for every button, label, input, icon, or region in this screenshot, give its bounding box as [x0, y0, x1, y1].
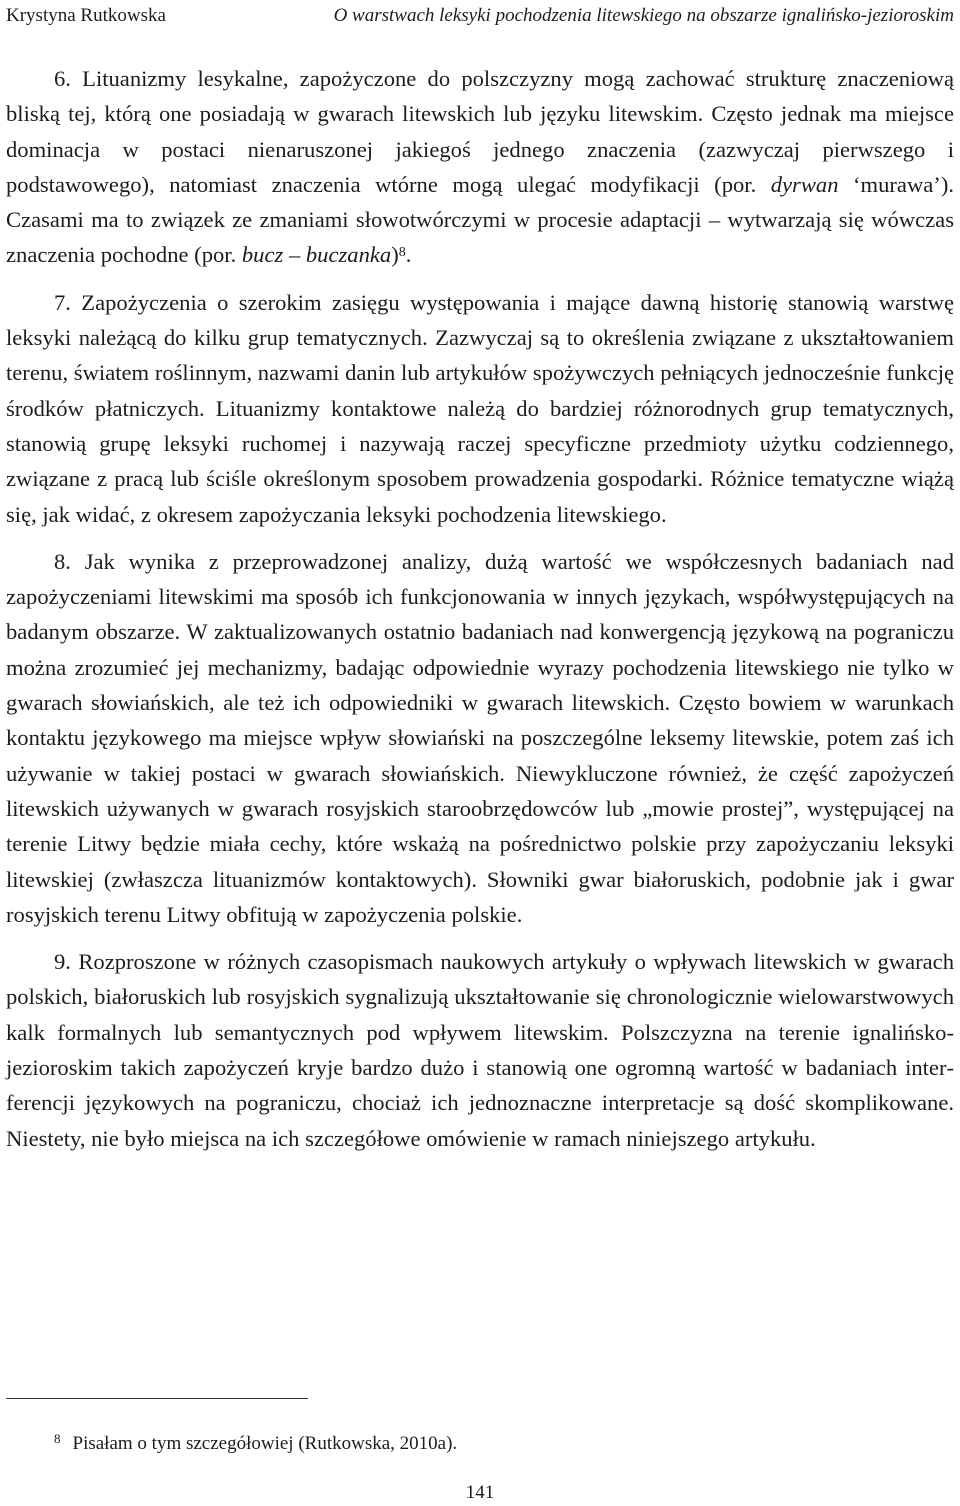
- paragraph-number: 6.: [54, 66, 71, 91]
- paragraph-number: 9.: [54, 949, 71, 975]
- paragraph-6: [6, 61, 954, 273]
- footnote-mark: 8: [54, 1431, 61, 1446]
- body-text: [6, 61, 954, 1156]
- paragraph-7: [6, 285, 954, 532]
- paragraph-8: [6, 544, 954, 932]
- footnote-text: Pisałam o tym szczegółowiej (Rutkowska, 2010a).: [72, 1433, 458, 1454]
- footnote: [54, 1432, 457, 1456]
- paragraph-number: 8.: [54, 548, 71, 574]
- paragraph-9: [6, 944, 954, 1156]
- paragraph-text: Jak wynika z przeprowadzonej analizy, dużą wartość we współczesnych badaniach nad zapożyczeniami litewskimi ma sposób ich funkcjonowania w innych językach, współwystępujących na badanym obszarze. W zaktualizowanych ostatnio badaniach nad konwergencją językową na pograniczu można zrozumieć jej mechanizmy, badając odpowiednie wyrazy pochodzenia litewskiego nie tylko w gwarach słowiańskich, ale też ich odpowiedniki w gwarach litewskich. Często bowiem w warunkach kontaktu językowego ma miejsce wpływ słowiański na poszczególne leksemy litewskie, potem zaś ich używanie w takiej postaci w gwarach słowiańskich. Niewykluczone również, że część zapożyczeń litewskich używanych w gwarach rosyjskich staroobrzędowców lub „mowie prostej”, występującej na terenie Litwy będzie miała cechy, które wskażą na pośrednictwo polskie przy zapożyczaniu leksyki litewskiej (zwłaszcza lituanizmów kontaktowych). Słowniki gwar białoruskich, podobnie jak i gwar rosyjskich terenu Litwy obfitują w zapożyczenia polskie.: [6, 548, 954, 927]
- paragraph-text: ‘murawa’). Czasami ma to związek ze zmaniami słowotwórczymi w procesie adaptacji – wytwarzają się wówczas znaczenia pochodne (por.: [6, 171, 954, 268]
- footnote-reference[interactable]: 8: [398, 245, 406, 261]
- page-number: 141: [465, 1482, 495, 1503]
- paragraph-text: Zapożyczenia o szerokim zasięgu występowania i mające dawną historię stanowią warstwę leksyki należącą do kilku grup tematycznych. Zazwyczaj są to określenia związane z ukształtowaniem terenu, światem roślinnym, nazwami danin lub artykułów spożywczych pełniących jednocześnie funkcję środków płatniczych. Lituanizmy kontaktowe należą do bardziej różnorodnych grup tematycznych, stanowią grupę leksyki ruchomej i nazywają raczej specyficzne przedmioty użytku codziennego, związane z pracą lub ściśle określonym sposobem prowadzenia gospodarki. Różnice tematyczne wiążą się, jak widać, z okresem zapożyczania leksyki pochodzenia litewskiego.: [6, 289, 954, 527]
- paragraph-text: ): [391, 242, 399, 268]
- header-title: O warstwach leksyki pochodzenia litewskiego na obszarze ignalińsko-jezioroskim: [333, 5, 954, 26]
- term-dyrwan: dyrwan: [770, 171, 839, 197]
- paragraph-number: 7.: [54, 289, 71, 315]
- header-author: Krystyna Rutkowska: [6, 5, 166, 26]
- term-bucz-buczanka: bucz – buczanka: [241, 242, 392, 268]
- paragraph-text: Rozproszone w różnych czasopismach naukowych artykuły o wpływach litewskich w gwarach polskich, białoruskich lub rosyjskich sygnalizują ukształtowanie się chronologicznie wielowarstwowych kalk formalnych lub semantycznych pod wpływem litewskim. Polszczyzna na terenie ignalińsko-jezioroskim takich zapożyczeń kryje bardzo dużo i stanowią one ogromną wartość w badaniach interferencji językowych na pograniczu, chociaż ich jednoznaczne interpretacje są dość skomplikowane. Niestety, nie było miejsca na ich szczegółowe omówienie w ramach niniejszego artykułu.: [6, 949, 954, 1151]
- paragraph-text: .: [405, 242, 412, 268]
- paragraph-text: Lituanizmy lesykalne, zapożyczone do polszczyzny mogą zachować strukturę znaczeniową bliską tej, którą one posiadają w gwarach litewskich lub języku litewskim. Często jednak ma miejsce dominacja w postaci nienaruszonej jakiegoś jednego znaczenia (zazwyczaj pierwszego i podstawowego), natomiast znaczenia wtórne mogą ulegać modyfikacji (por.: [6, 66, 954, 197]
- footnote-divider: [6, 1398, 308, 1399]
